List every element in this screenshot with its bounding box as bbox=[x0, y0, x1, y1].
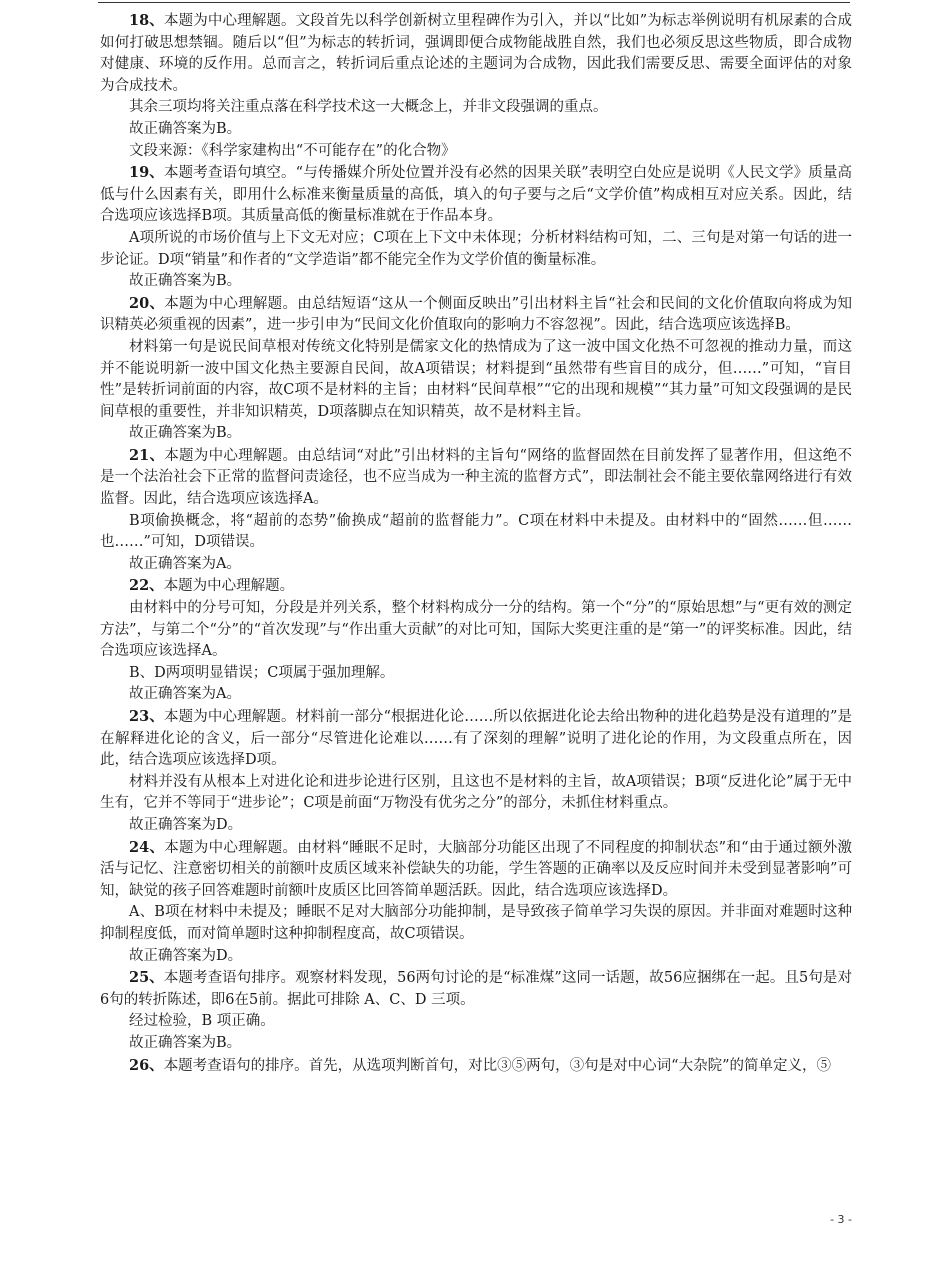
paragraph-text: 本题考查语句的排序。首先，从选项判断首句，对比③⑤两句，③句是对中心词“大杂院”的简单定义，⑤ bbox=[163, 1057, 832, 1074]
question-number: 22、 bbox=[129, 577, 164, 595]
paragraph-text: 由材料中的分号可知，分段是并列关系，整个材料构成分一分的结构。第一个“分”的“原始思想”与“更有效的测定方法”，与第二个“分”的“首次发现”与“作出重大贡献”的对比可知，国际大奖更注重的是“第一”的评奖标准。因此，结合选项应该选择A。 bbox=[100, 600, 852, 660]
explanation-paragraph bbox=[100, 772, 852, 815]
explanation-paragraph bbox=[100, 511, 852, 554]
explanation-paragraph bbox=[100, 684, 852, 706]
explanation-paragraph bbox=[100, 119, 852, 141]
question-explanation-paragraph bbox=[100, 1055, 852, 1078]
page-number: - 3 - bbox=[830, 1213, 852, 1226]
answer-explanations bbox=[100, 10, 852, 1077]
question-number: 25、 bbox=[129, 969, 164, 987]
explanation-paragraph bbox=[100, 946, 852, 968]
paragraph-text: B、D两项明显错误；C项属于强加理解。 bbox=[129, 664, 395, 681]
explanation-paragraph bbox=[100, 228, 852, 271]
paragraph-text: 本题为中心理解题。 bbox=[163, 578, 295, 595]
question-number: 20、 bbox=[129, 294, 165, 312]
question-explanation-paragraph bbox=[100, 837, 852, 903]
question-explanation-paragraph bbox=[100, 575, 852, 598]
paragraph-text: 本题为中心理解题。文段首先以科学创新树立里程碑作为引入，并以“比如”为标志举例说明有机尿素的合成如何打破思想禁锢。随后以“但”为标志的转折词，强调即便合成物能战胜自然，我们也必须反思这些物质，即合成物对健康、环境的反作用。总而言之，转折词后重点论述的主题词为合成物，因此我们需要反思、需要全面评估的对象为合成技术。 bbox=[100, 13, 852, 94]
paragraph-text: 故正确答案为D。 bbox=[129, 816, 243, 833]
explanation-paragraph bbox=[100, 97, 852, 119]
paragraph-text: 本题为中心理解题。由总结短语“这从一个侧面反映出”引出材料主旨“社会和民间的文化价值取向将成为知识精英必须重视的因素”，进一步引申为“民间文化价值取向的影响力不容忽视”。因此，结合选项应该选择B。 bbox=[100, 295, 852, 334]
paragraph-text: 故正确答案为A。 bbox=[129, 555, 241, 572]
paragraph-text: 故正确答案为B。 bbox=[129, 425, 242, 442]
paragraph-text: 故正确答案为D。 bbox=[129, 947, 243, 964]
paragraph-text: A、B项在材料中未提及；睡眠不足对大脑部分功能抑制，是导致孩子简单学习失误的原因。并非面对难题时这种抑制程度低，而对简单题时这种抑制程度高，故C项错误。 bbox=[100, 904, 852, 942]
paragraph-text: 文段来源：《科学家建构出“不可能存在”的化合物》 bbox=[129, 142, 456, 159]
paragraph-text: 故正确答案为B。 bbox=[129, 120, 242, 137]
question-explanation-paragraph bbox=[100, 706, 852, 772]
explanation-paragraph bbox=[100, 271, 852, 293]
explanation-paragraph bbox=[100, 1033, 852, 1055]
explanation-paragraph bbox=[100, 815, 852, 837]
question-explanation-paragraph bbox=[100, 293, 852, 337]
question-number: 23、 bbox=[129, 708, 164, 725]
paragraph-text: 材料并没有从根本上对进化论和进步论进行区别，且这也不是材料的主旨，故A项错误；B项“反进化论”属于无中生有，它并不等同于“进步论”；C项是前面“万物没有优劣之分”的部分，未抓住材料重点。 bbox=[100, 773, 852, 812]
explanation-paragraph bbox=[100, 554, 852, 576]
explanation-paragraph bbox=[100, 598, 852, 663]
paragraph-text: 故正确答案为A。 bbox=[129, 686, 241, 703]
paragraph-text: 本题为中心理解题。材料前一部分“根据进化论……所以依据进化论去给出物种的进化趋势是没有道理的”是在解释进化论的含义，后一部分“尽管进化论难以……有了深刻的理解”说明了进化论的作用，为文段重点所在，因此，结合选项应该选择D项。 bbox=[100, 709, 852, 769]
explanation-paragraph bbox=[100, 141, 852, 163]
paragraph-text: B项偷换概念，将“超前的态势”偷换成“超前的监督能力”。C项在材料中未提及。由材料中的“固然……但……也……”可知，D项错误。 bbox=[100, 512, 852, 551]
paragraph-text: 本题为中心理解题。由总结词“对此”引出材料的主旨句“网络的监督固然在目前发挥了显著作用，但这绝不是一个法治社会下正常的监督问责途径，也不应当成为一种主流的监督方式”，即法制社会不能主要依靠网络进行有效监督。因此，结合选项应该选择A。 bbox=[100, 447, 852, 508]
explanation-paragraph bbox=[100, 423, 852, 445]
paragraph-text: 本题考查语句排序。观察材料发现，56两句讨论的是“标准煤”这同一话题，故56应捆绑在一起。且5句是对6句的转折陈述，即6在5前。据此可排除 A、C、D 三项。 bbox=[100, 970, 852, 1008]
paragraph-text: 材料第一句是说民间草根对传统文化特别是儒家文化的热情成为了这一波中国文化热不可忽视的推动力量，而这并不能说明新一波中国文化热主要源自民间，故A项错误；材料提到“虽然带有些盲目的成分，但……”可知，“盲目性”是转折词前面的内容，故C项不是材料的主旨；由材料“民间草根”“它的出现和规模”“其力量”可知文段强调的是民间草根的重要性，并非知识精英，D项落脚点在知识精英，故不是材料主旨。 bbox=[100, 338, 852, 420]
explanation-paragraph bbox=[100, 902, 852, 945]
paragraph-text: 其余三项均将关注重点落在科学技术这一大概念上，并非文段强调的重点。 bbox=[129, 99, 608, 116]
question-number: 24、 bbox=[129, 838, 165, 856]
paragraph-text: 本题为中心理解题。由材料“睡眠不足时，大脑部分功能区出现了不同程度的抑制状态”和“由于通过额外激活与记忆、注意密切相关的前额叶皮质区域来补偿缺失的功能，学生答题的正确率以及反应时间并未受到显著影响”可知，缺觉的孩子回答难题时前额叶皮质区比回答简单题活跃。因此，结合选项应该选择D。 bbox=[100, 839, 852, 899]
question-explanation-paragraph bbox=[100, 967, 852, 1011]
question-explanation-paragraph bbox=[100, 445, 852, 511]
top-rule bbox=[98, 2, 850, 3]
question-explanation-paragraph bbox=[100, 162, 852, 228]
question-explanation-paragraph bbox=[100, 10, 852, 97]
paragraph-text: A项所说的市场价值与上下文无对应；C项在上下文中未体现；分析材料结构可知，二、三句是对第一句话的进一步论证。D项“销量”和作者的“文学造诣”都不能完全作为文学价值的衡量标准。 bbox=[100, 229, 852, 268]
explanation-paragraph bbox=[100, 663, 852, 685]
explanation-paragraph bbox=[100, 337, 852, 423]
paragraph-text: 故正确答案为B。 bbox=[129, 1034, 242, 1051]
question-number: 21、 bbox=[129, 446, 165, 464]
paragraph-text: 故正确答案为B。 bbox=[129, 273, 242, 290]
explanation-paragraph bbox=[100, 1011, 852, 1033]
paragraph-text: 本题考查语句填空。“与传播媒介所处位置并没有必然的因果关联”表明空白处应是说明《人民文学》质量高低与什么因素有关，即用什么标准来衡量质量的高低，填入的句子要与之后“文学价值”构成相互对应关系。因此，结合选项应该选择B项。其质量高低的衡量标准就在于作品本身。 bbox=[100, 165, 852, 225]
question-number: 26、 bbox=[129, 1056, 164, 1074]
paragraph-text: 经过检验，B 项正确。 bbox=[129, 1013, 275, 1030]
question-number: 19、 bbox=[129, 164, 164, 182]
question-number: 18、 bbox=[129, 12, 164, 29]
